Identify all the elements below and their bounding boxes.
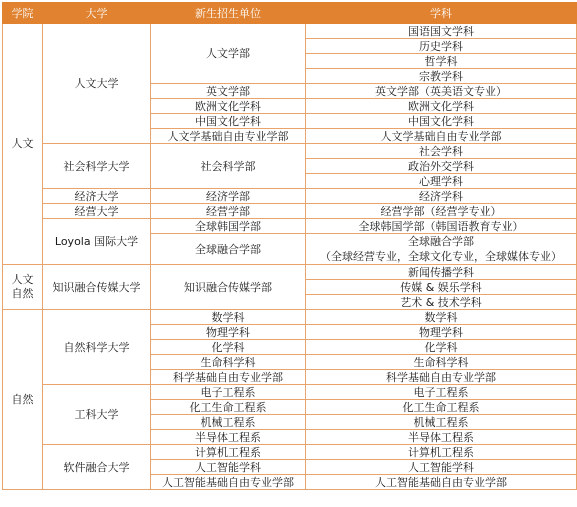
unit-cell: 英文学部 — [151, 84, 306, 99]
subject-cell: 艺术 & 技术学科 — [306, 295, 577, 310]
unit-cell: 生命科学科 — [151, 355, 306, 370]
subject-cell: 全球融合学部 （全球经营专业，全球文化专业，全球媒体专业） — [306, 234, 577, 265]
unit-cell: 半导体工程系 — [151, 430, 306, 445]
subject-cell: 传媒 & 娱乐学科 — [306, 280, 577, 295]
header-unit: 新生招生单位 — [151, 3, 306, 24]
table-row — [3, 204, 577, 219]
subject-cell: 机械工程系 — [306, 415, 577, 430]
table-row — [3, 219, 577, 234]
subject-cell: 宗教学科 — [306, 69, 577, 84]
subject-cell: 科学基础自由专业学部 — [306, 370, 577, 385]
subject-cell: 电子工程系 — [306, 385, 577, 400]
header-college: 学院 — [3, 3, 43, 24]
unit-cell: 化学科 — [151, 340, 306, 355]
university-cell: 经营大学 — [43, 204, 151, 219]
subject-cell: 数学科 — [306, 310, 577, 325]
unit-cell: 机械工程系 — [151, 415, 306, 430]
header-subject: 学科 — [306, 3, 577, 24]
subject-cell: 欧洲文化学科 — [306, 99, 577, 114]
table-row — [3, 310, 577, 325]
unit-cell: 经济学部 — [151, 189, 306, 204]
table-row — [3, 189, 577, 204]
unit-cell: 化工生命工程系 — [151, 400, 306, 415]
subject-cell: 化学科 — [306, 340, 577, 355]
admissions-table-container — [2, 2, 576, 506]
subject-cell: 历史学科 — [306, 39, 577, 54]
university-cell: Loyola 国际大学 — [43, 219, 151, 265]
unit-cell: 人文学基础自由专业学部 — [151, 129, 306, 144]
unit-cell: 人工智能学科 — [151, 460, 306, 475]
subject-cell: 哲学科 — [306, 54, 577, 69]
unit-cell: 电子工程系 — [151, 385, 306, 400]
college-cell: 自然 — [3, 310, 43, 490]
table-row — [3, 445, 577, 460]
unit-cell: 社会科学部 — [151, 144, 306, 189]
subject-cell: 社会学科 — [306, 144, 577, 159]
university-cell: 知识融合传媒大学 — [43, 265, 151, 310]
subject-cell: 英文学部（英美语文专业） — [306, 84, 577, 99]
subject-cell: 心理学科 — [306, 174, 577, 189]
header-university: 大学 — [43, 3, 151, 24]
unit-cell: 人文学部 — [151, 24, 306, 84]
table-body — [3, 24, 577, 490]
unit-cell: 人工智能基础自由专业学部 — [151, 475, 306, 490]
subject-cell: 化工生命工程系 — [306, 400, 577, 415]
table-row — [3, 385, 577, 400]
unit-cell: 欧洲文化学科 — [151, 99, 306, 114]
unit-cell: 经营学部 — [151, 204, 306, 219]
college-cell: 人文 — [3, 24, 43, 265]
unit-cell: 全球韩国学部 — [151, 219, 306, 234]
unit-cell: 物理学科 — [151, 325, 306, 340]
subject-cell: 新闻传播学科 — [306, 265, 577, 280]
subject-cell: 国语国文学科 — [306, 24, 577, 39]
university-cell: 自然科学大学 — [43, 310, 151, 385]
unit-cell: 数学科 — [151, 310, 306, 325]
table-row — [3, 265, 577, 280]
unit-cell: 全球融合学部 — [151, 234, 306, 265]
college-cell: 人文 自然 — [3, 265, 43, 310]
subject-cell: 半导体工程系 — [306, 430, 577, 445]
header-row — [3, 3, 577, 24]
subject-cell: 政治外交学科 — [306, 159, 577, 174]
unit-cell: 知识融合传媒学部 — [151, 265, 306, 310]
university-cell: 工科大学 — [43, 385, 151, 445]
unit-cell: 计算机工程系 — [151, 445, 306, 460]
university-cell: 人文大学 — [43, 24, 151, 144]
subject-cell: 物理学科 — [306, 325, 577, 340]
subject-cell: 经营学部（经营学专业） — [306, 204, 577, 219]
university-cell: 社会科学大学 — [43, 144, 151, 189]
subject-cell: 人工智能基础自由专业学部 — [306, 475, 577, 490]
subject-cell: 经济学科 — [306, 189, 577, 204]
university-cell: 软件融合大学 — [43, 445, 151, 490]
subject-cell: 生命科学科 — [306, 355, 577, 370]
subject-cell: 中国文化学科 — [306, 114, 577, 129]
subject-cell: 人工智能学科 — [306, 460, 577, 475]
unit-cell: 科学基础自由专业学部 — [151, 370, 306, 385]
subject-cell: 全球韩国学部（韩国语教育专业） — [306, 219, 577, 234]
subject-cell: 计算机工程系 — [306, 445, 577, 460]
university-cell: 经济大学 — [43, 189, 151, 204]
table-row — [3, 24, 577, 39]
admissions-table — [2, 2, 577, 490]
subject-cell: 人文学基础自由专业学部 — [306, 129, 577, 144]
unit-cell: 中国文化学科 — [151, 114, 306, 129]
table-row — [3, 144, 577, 159]
